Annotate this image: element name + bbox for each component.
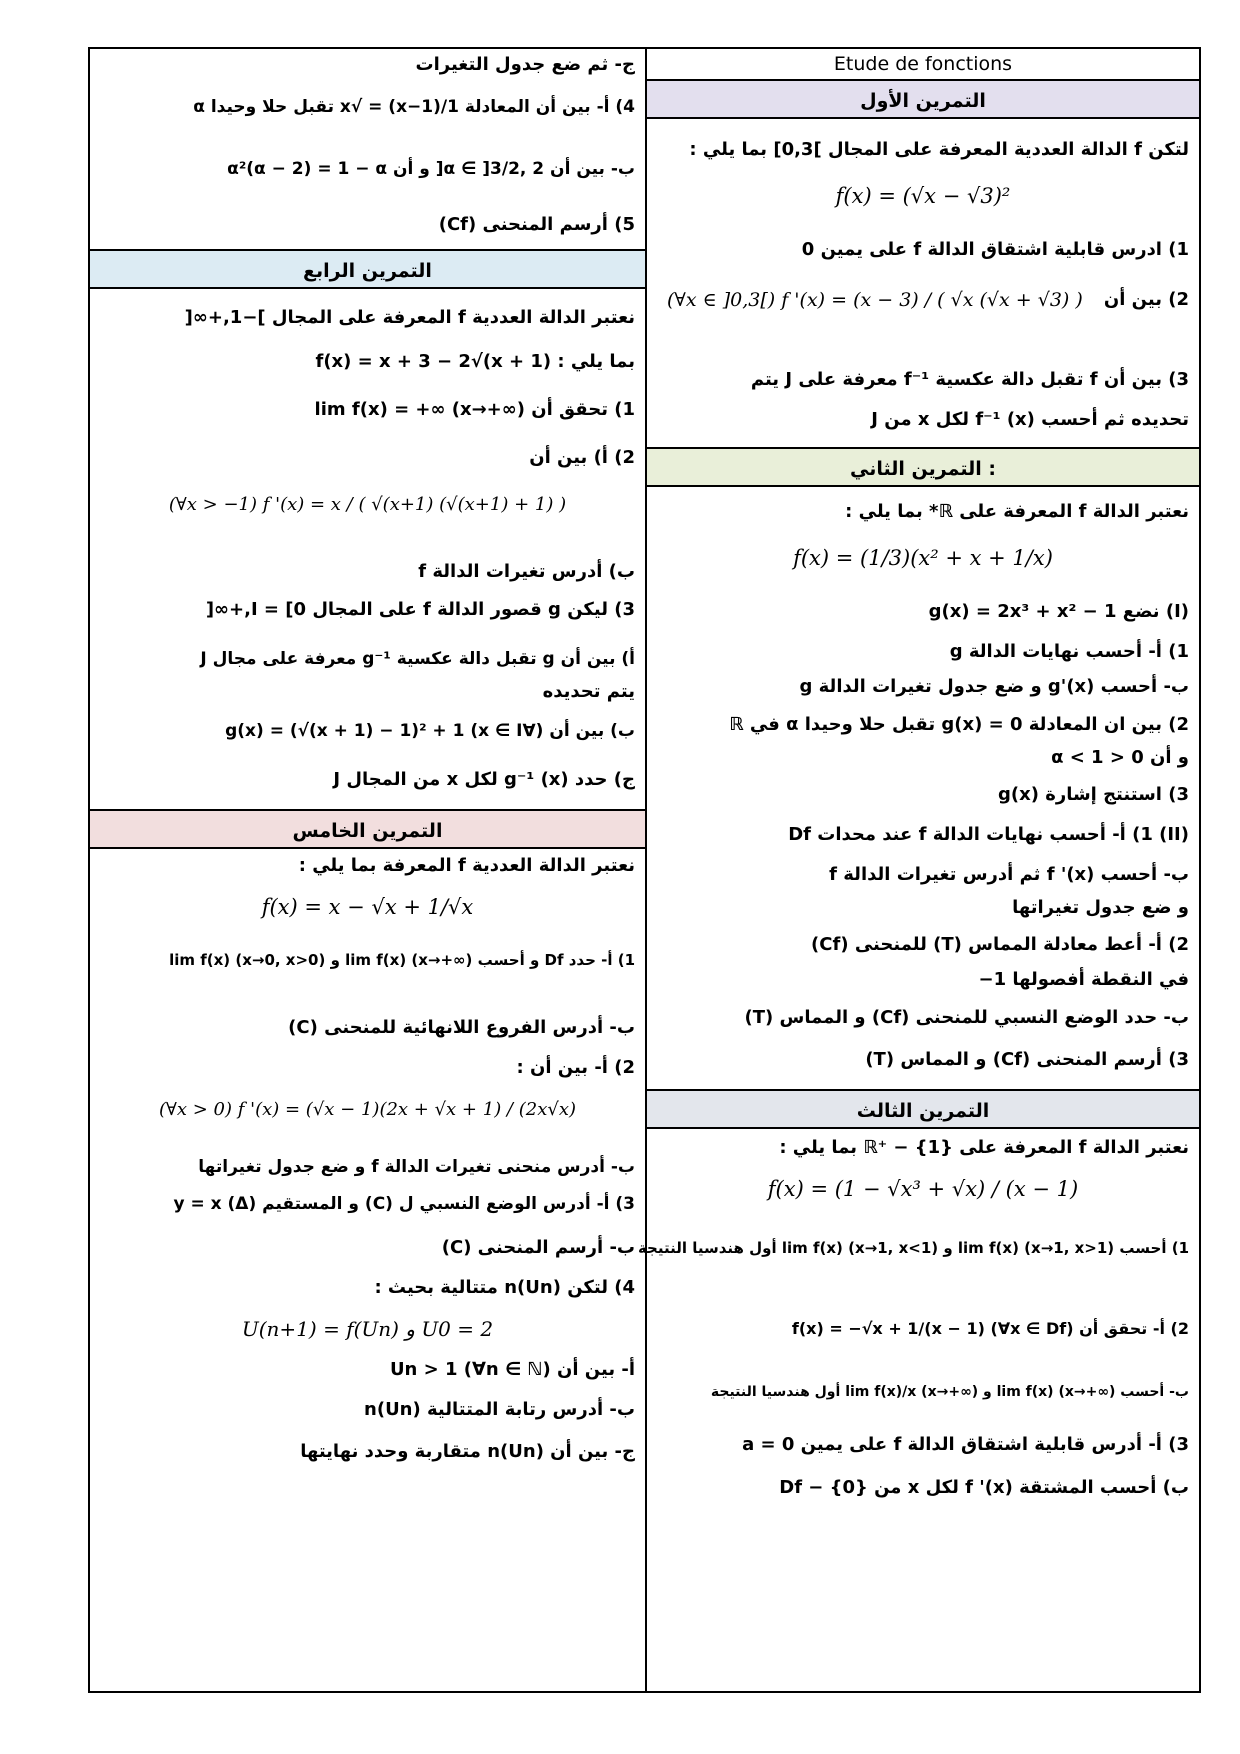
ex5-q1b: ب- أدرس الفروع اللانهائية للمنحنى (C) [288,1017,635,1038]
ex2-p2q1b: ب- أحسب f '(x) ثم أدرس تغيرات الدالة f [829,864,1189,885]
ex3-q2b: ب- أحسب lim f(x) (x→+∞) و lim f(x)/x (x→+∞) أول هندسيا النتيجة [710,1384,1189,1400]
ex5-q4-formula: U(n+1) = f(Un) و U0 = 2 [241,1317,494,1341]
ex2-set-g: (I) نضع g(x) = 2x³ + x² − 1 [928,601,1189,622]
ex3-q3b: ب) أحسب المشتقة f '(x) لكل x من Df − {0} [779,1477,1189,1498]
ex1-title: التمرين الأول [647,79,1199,119]
ex2-q1a: 1) أ- أحسب نهايات الدالة g [949,641,1189,662]
ex5-title: التمرين الخامس [90,809,645,849]
right-column [637,49,1199,1691]
ex4-q3a1: أ) بين أن g تقبل دالة عكسية g⁻¹ معرفة على مجال J [200,649,635,669]
ex4-q3b: ب) بين أن (∀x ∈ I) g(x) = (√(x + 1) − 1)² + 1 [225,721,635,741]
ex4-q3c: ج) حدد (x) g⁻¹ لكل x من المجال J [333,769,635,790]
ex2-q2a: 2) بين ان المعادلة g(x) = 0 تقبل حلا وحيدا α في ℝ [729,714,1189,735]
ex2-p2q1a: (II) 1) أ- أحسب نهايات الدالة f عند محدات Df [788,824,1189,845]
ex2-q3: 3) استنتج إشارة g(x) [997,784,1189,805]
ex5-q3b: ب- أرسم المنحنى (C) [441,1237,635,1258]
ex4-q2b: ب) أدرس تغيرات الدالة f [418,561,635,582]
ex3-title: التمرين الثالث [647,1089,1199,1129]
ex2-p2q3: 3) أرسم المنحنى (Cf) و المماس (T) [865,1049,1189,1070]
ex1-q2-label: 2) بين أن [1103,289,1189,310]
ex5-q2-formula: (∀x > 0) f '(x) = (√x − 1)(2x + √x + 1) / (2x√x) [158,1099,576,1120]
ex4-title: التمرين الرابع [90,249,645,289]
ex5-q2a: 2) أ- بين أن : [516,1057,635,1078]
ex5-q1a: 1) أ- حدد Df و أحسب lim f(x) (x→+∞) و lim f(x) (x→0, x>0) [169,951,635,969]
ex3-q1: 1) أحسب lim f(x) (x→1, x>1) و lim f(x) (x→1, x<1) أول هندسيا النتيجة [637,1239,1189,1257]
ex1-q1: 1) ادرس قابلية اشتقاق الدالة f على يمين 0 [801,239,1189,260]
ex3-cont-q5: 5) أرسم المنحنى (Cf) [438,214,635,235]
ex3-cont-q4b: ب- بين أن α ∈ ]3/2, 2[ و أن α²(α − 2) = 1 − α [227,159,635,179]
ex1-q3a: 3) بين أن f تقبل دالة عكسية f⁻¹ معرفة على J يتم [750,369,1189,390]
ex4-intro2: بما يلي : f(x) = x + 3 − 2√(x + 1) [315,351,635,372]
worksheet [88,47,1201,1693]
ex2-p2q2b: ب- حدد الوضع النسبي للمنحنى (Cf) و المماس (T) [744,1007,1189,1028]
ex2-q2b: و أن 0 < α < 1 [1051,747,1189,768]
ex4-q1: 1) تحقق أن lim f(x) = +∞ (x→+∞) [314,399,635,420]
ex1-q2-formula: (∀x ∈ ]0,3[) f '(x) = (x − 3) / ( √x (√x + √3) ) [667,289,1083,311]
ex2-formula: f(x) = (1/3)(x² + x + 1/x) [793,546,1053,570]
ex2-p2q1c: و ضع جدول تغيراتها [1012,897,1189,918]
ex5-intro: نعتبر الدالة العددية f المعرفة بما يلي : [298,855,635,876]
ex4-q3: 3) ليكن g قصور الدالة f على المجال I = [0,+∞[ [205,599,635,620]
ex3-q2a: 2) أ- تحقق أن f(x) = −√x + 1/(x − 1) (∀x ∈ Df) [791,1319,1189,1338]
ex5-q4c: ج- بين أن (Un)n متقاربة وحدد نهايتها [300,1441,635,1462]
ex2-intro: نعتبر الدالة f المعرفة على ℝ* بما يلي : [845,501,1189,522]
ex4-q3a2: يتم تحديده [542,681,635,702]
ex2-p2q2a: 2) أ- أعط معادلة المماس (T) للمنحنى (Cf) [811,934,1189,955]
ex3-intro: نعتبر الدالة f المعرفة على ℝ⁺ − {1} بما يلي : [779,1137,1189,1158]
ex3-cont-q4a: 4) أ- بين أن المعادلة 1/(x−1) = √x تقبل حلا وحيدا α [193,97,635,117]
ex3-cont-qc: ج- ثم ضع جدول التغيرات [415,54,635,75]
ex1-formula: f(x) = (√x − √3)² [835,184,1011,208]
ex4-q2: 2) أ) بين أن [529,447,635,468]
ex1-q3b: تحديده ثم أحسب (x) f⁻¹ لكل x من J [871,409,1189,430]
left-column [90,49,647,1691]
ex1-intro: لتكن f الدالة العددية المعرفة على المجال ]0,3] بما يلي : [689,139,1189,160]
ex5-q2b: ب- أدرس منحنى تغيرات الدالة f و ضع جدول تغيراتها [198,1157,635,1177]
ex4-q2-formula: (∀x > −1) f '(x) = x / ( √(x+1) (√(x+1) + 1) ) [168,494,567,515]
ex5-q4b: ب- أدرس رتابة المتتالية (Un)n [364,1399,635,1420]
ex4-intro: نعتبر الدالة العددية f المعرفة على المجال ]−1,+∞[ [184,307,635,328]
ex3-q3a: 3) أ- أدرس قابلية اشتقاق الدالة f على يمين a = 0 [742,1434,1189,1455]
ex5-q4: 4) لتكن (Un)n متتالية بحيث : [374,1277,635,1298]
ex5-q3a: 3) أ- أدرس الوضع النسبي ل (C) و المستقيم (Δ) y = x [173,1194,635,1214]
ex2-title: التمرين الثاني : [647,447,1199,487]
ex3-formula: f(x) = (1 − √x³ + √x) / (x − 1) [767,1177,1079,1201]
header-title: Etude de fonctions [647,49,1199,81]
ex5-q4a: أ- بين أن Un > 1 (∀n ∈ ℕ) [389,1359,635,1380]
ex5-formula: f(x) = x − √x + 1/√x [261,895,474,919]
ex2-p2q2a2: في النقطة أفصولها 1− [978,969,1189,990]
ex2-q1b: ب- أحسب g'(x) و ضع جدول تغيرات الدالة g [799,676,1189,697]
